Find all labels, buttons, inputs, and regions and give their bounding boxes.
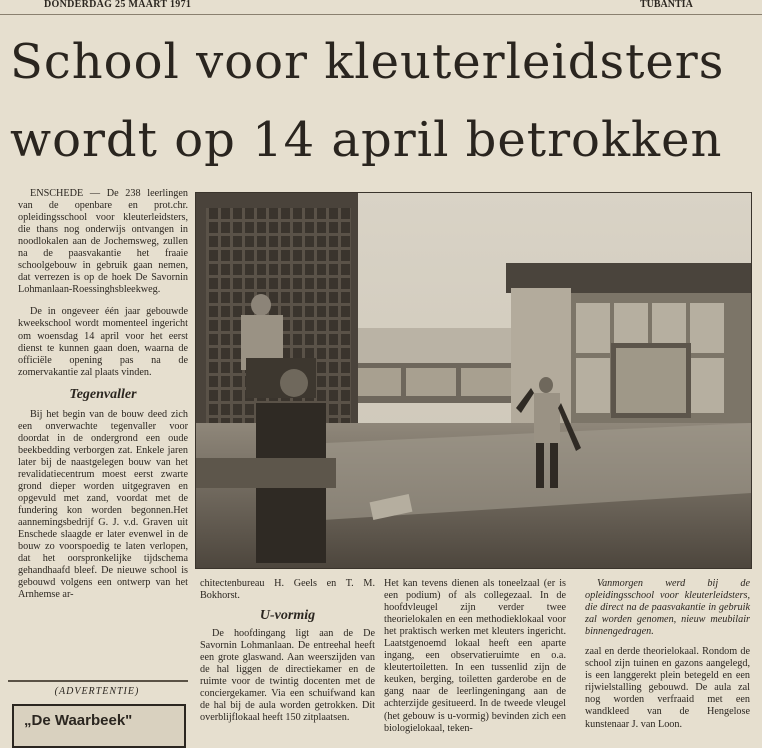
masthead-paper-name: TUBANTIA xyxy=(640,0,693,10)
photo-caption: Vanmorgen werd bij de opleidingsschool voor kleuterleidsters, die direct na de paasvakantie in gebruik zal worden genomen, nieuw meubilair binnengedragen. xyxy=(585,578,750,638)
subheading-tegenvaller: Tegenvaller xyxy=(69,386,137,402)
advert-label: (ADVERTENTIE) xyxy=(54,686,140,697)
advert-box xyxy=(12,704,186,748)
article-column-3 xyxy=(384,578,566,735)
article-column-4 xyxy=(585,578,750,731)
article-paragraph: Bij het begin van de bouw deed zich een onverwachte tegenvaller voor doordat in de ondergrond een oude beekbedding verborgen zat. Enkele jaren later bij de naastgelegen bouw van het revalidatiecentrum moest eerst zwarte grond dieper worden uitgegraven en opgevuld met zand, voordat met de fundering kon worden begonnen.Het aannemingsbedrijf G. J. v.d. Graven uit Enschede slaagde er later evenwel in de bouw zo voorspoedig te laten verlopen, dat het oorspronkelijke tijdschema gehandhaafd bleef. De nieuwe school is gebouwd volgens een ontwerp van het Arnhemse ar- xyxy=(18,408,188,601)
article-column-2 xyxy=(200,578,375,725)
article-paragraph: De in ongeveer één jaar gebouwde kweekschool wordt momenteel ingericht om woensdag 14 april voor het eerst dienst te kunnen gaan doen, waarna de officiële opening pas na de zomervakantie zal plaats vinden. xyxy=(18,306,188,378)
article-intro: ENSCHEDE — De 238 leerlingen van de openbare en prot.chr. opleidingsschool voor kleuterleidsters, die thans nog onderwijs ontvangen in noodlokalen aan de Jochemsweg, zullen na de paasvakantie het fraaie schoolgebouw in gebruik gaan nemen, dat verrezen is op de hoek De Savornin Lohmanlaan-Roessinghsbleekweg. xyxy=(18,188,188,296)
article-paragraph: Het kan tevens dienen als toneelzaal (er is een podium) of als collegezaal. In de hoofdvleugel zijn verder twee theorielokalen en een methodieklokaal voor het praktisch werken met kleuters ingericht. Laatstgenoemd lokaal heeft een aparte ingang, een observatieruimte en o.a. kleutertoiletten. In een tussenlid zijn de keuken, berging, toiletten garderobe en de gang naar de leerlingeningang aan de achterzijde gesitueerd. In de tweede vleugel (het gebouw is u-vormig) bevinden zich een biologielokaal, teken- xyxy=(384,578,566,734)
article-paragraph: zaal en derde theorielokaal. Rondom de school zijn tuinen en gazons aangelegd, is een langgerekt plein betegeld en een rijwielstalling gebouwd. De aula zal nog worden verfraaid met een wandkleed van de Hengelose kunstenaar J. van Loon. xyxy=(585,646,750,730)
advert-name: „De Waarbeek" xyxy=(24,712,133,729)
news-photo xyxy=(195,192,752,569)
headline-line-1: School voor kleuterleidsters xyxy=(10,34,725,90)
masthead-date: DONDERDAG 25 MAART 1971 xyxy=(44,0,192,10)
article-paragraph: chitectenbureau H. Geels en T. M. Bokhorst. xyxy=(200,578,375,602)
headline-line-2: wordt op 14 april betrokken xyxy=(10,112,723,168)
subheading-u-vormig: U-vormig xyxy=(259,608,316,624)
article-column-1 xyxy=(18,188,188,602)
advertisement xyxy=(8,686,186,731)
advert-divider xyxy=(8,680,188,682)
article-paragraph: De hoofdingang ligt aan de De Savornin Lohmanlaan. De entreehal heeft een grote glaswand. Aan weerszijden van de hal liggen de directiekamer en de ruimte voor de twintig docenten met de conciergekamer. Via een schuifwand kan de hal bij de aula worden getrokken. Dit overblijflokaal heeft 150 zitplaatsen. xyxy=(200,628,375,724)
photo-school-building xyxy=(196,193,751,568)
